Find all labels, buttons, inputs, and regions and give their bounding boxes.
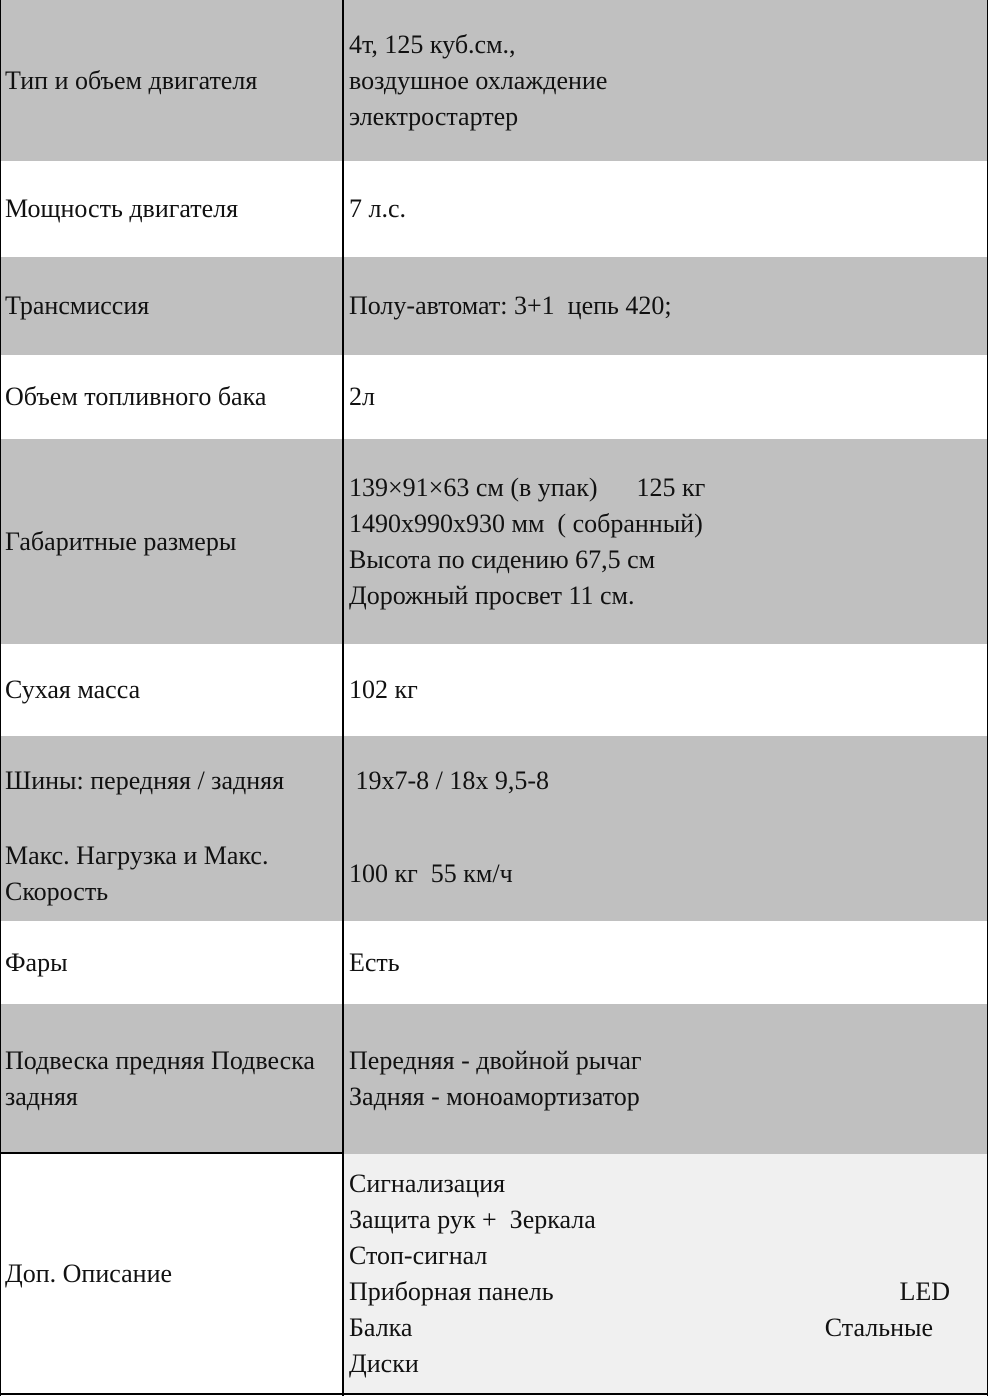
row-power xyxy=(0,161,988,257)
value-line: 139×91×63 см (в упак) 125 кг xyxy=(349,472,706,502)
value-suspension xyxy=(343,1004,988,1154)
value-load-speed xyxy=(343,826,988,921)
value-transmission xyxy=(343,257,988,355)
label-tires: Шины: передняя / задняя xyxy=(5,766,285,795)
value-right: LED xyxy=(899,1276,950,1306)
label-headlights: Фары xyxy=(5,947,68,977)
label-power: Мощность двигателя xyxy=(5,194,239,223)
value-headlights xyxy=(343,921,988,1004)
value-line: Есть xyxy=(349,947,400,977)
label-load-speed: Макс. Нагрузка и Макс. Скорость xyxy=(5,840,269,906)
row-dry-weight xyxy=(0,644,988,736)
value-line: 100 кг 55 км/ч xyxy=(349,858,513,888)
value-extra xyxy=(343,1154,988,1393)
row-fuel-tank xyxy=(0,355,988,439)
value-line: Высота по сидению 67,5 см xyxy=(349,544,656,574)
value-line: 2л xyxy=(349,382,375,411)
value-line: Дорожный просвет 11 см. xyxy=(349,580,635,610)
column-divider xyxy=(342,0,344,1396)
value-line: 7 л.с. xyxy=(349,194,407,223)
value-line-split xyxy=(349,1310,988,1346)
label-extra: Доп. Описание xyxy=(5,1258,173,1288)
value-dimensions xyxy=(343,439,988,644)
value-line: Диски xyxy=(349,1348,419,1378)
label-dimensions: Габаритные размеры xyxy=(5,526,237,556)
row-suspension xyxy=(0,1004,988,1154)
value-line: Защита рук + Зеркала xyxy=(349,1204,596,1234)
row-transmission xyxy=(0,257,988,355)
value-tires xyxy=(343,736,988,826)
row-extra xyxy=(0,1154,988,1393)
value-line: Задняя - моноамортизатор xyxy=(349,1082,640,1111)
value-line: Полу-автомат: 3+1 цепь 420; xyxy=(349,291,672,320)
row-dimensions xyxy=(0,439,988,644)
value-left: Приборная панель xyxy=(349,1276,554,1306)
row-tires xyxy=(0,736,988,826)
value-line-split xyxy=(349,1274,988,1310)
value-line: электростартер xyxy=(349,101,519,131)
value-power xyxy=(343,161,988,257)
table-border-bottom xyxy=(0,1393,988,1395)
value-line: Стоп-сигнал xyxy=(349,1240,488,1270)
label-engine: Тип и объем двигателя xyxy=(5,65,258,95)
label-dry-weight: Сухая масса xyxy=(5,675,141,704)
value-line: Сигнализация xyxy=(349,1168,506,1198)
label-fuel-tank: Объем топливного бака xyxy=(5,382,267,411)
value-line: 102 кг xyxy=(349,675,418,704)
row-divider xyxy=(0,1152,343,1154)
row-headlights xyxy=(0,921,988,1004)
table-border-left xyxy=(0,0,1,1396)
value-line: 1490х990х930 мм ( собранный) xyxy=(349,508,703,538)
value-right: Стальные xyxy=(824,1312,933,1342)
label-transmission: Трансмиссия xyxy=(5,291,150,320)
label-suspension: Подвеска предняя Подвеска задняя xyxy=(5,1046,315,1111)
value-line: воздушное охлаждение xyxy=(349,65,608,95)
value-dry-weight xyxy=(343,644,988,736)
value-line: 4т, 125 куб.см., xyxy=(349,29,516,59)
value-engine xyxy=(343,0,988,161)
value-left: Балка xyxy=(349,1312,413,1342)
value-line: 19х7-8 / 18х 9,5-8 xyxy=(349,766,550,795)
row-load-speed xyxy=(0,826,988,921)
row-engine xyxy=(0,0,988,161)
value-fuel-tank xyxy=(343,355,988,439)
value-line: Передняя - двойной рычаг xyxy=(349,1046,642,1075)
